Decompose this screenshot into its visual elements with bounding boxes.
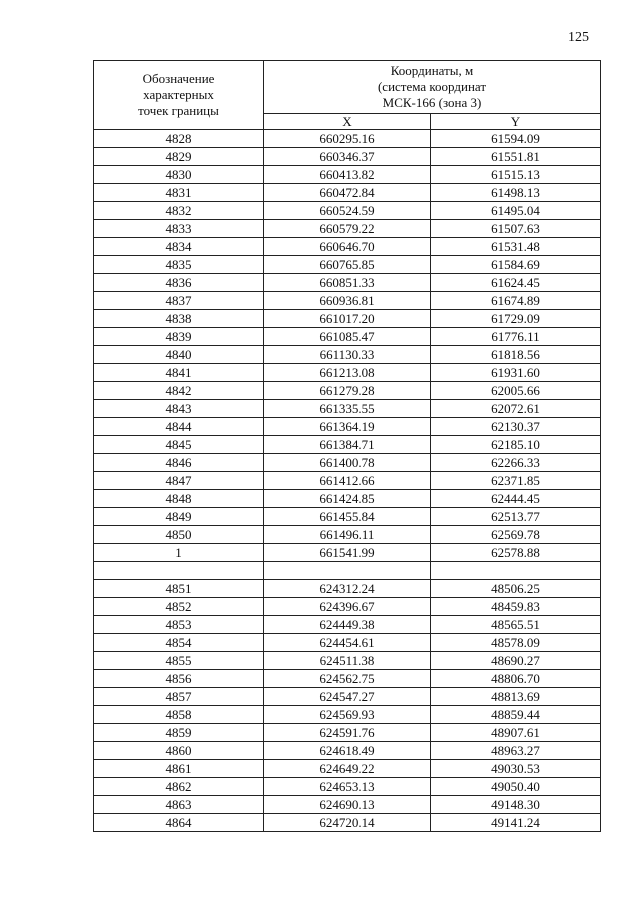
y-coordinate-cell: 62266.33 (431, 454, 601, 472)
header-coords-line: Координаты, м (390, 63, 474, 78)
table-row (94, 184, 601, 202)
y-coordinate-cell: 62005.66 (431, 382, 601, 400)
point-id-cell: 4829 (94, 148, 264, 166)
x-coordinate-cell: 624547.27 (264, 688, 431, 706)
point-id-cell: 1 (94, 544, 264, 562)
table-row (94, 328, 601, 346)
y-coordinate-cell: 62072.61 (431, 400, 601, 418)
x-coordinate-cell: 624562.75 (264, 670, 431, 688)
y-coordinate-cell: 49148.30 (431, 796, 601, 814)
x-coordinate-cell: 661279.28 (264, 382, 431, 400)
table-row (94, 220, 601, 238)
table-row (94, 814, 601, 832)
x-coordinate-cell: 661213.08 (264, 364, 431, 382)
point-id-cell (94, 562, 264, 580)
y-coordinate-cell: 62371.85 (431, 472, 601, 490)
point-id-cell: 4841 (94, 364, 264, 382)
table-row (94, 382, 601, 400)
point-id-cell: 4838 (94, 310, 264, 328)
x-coordinate-cell: 660295.16 (264, 130, 431, 148)
x-coordinate-cell: 660936.81 (264, 292, 431, 310)
point-id-cell: 4833 (94, 220, 264, 238)
point-id-cell: 4840 (94, 346, 264, 364)
table-row (94, 130, 601, 148)
y-coordinate-cell: 49141.24 (431, 814, 601, 832)
point-id-cell: 4860 (94, 742, 264, 760)
y-coordinate-cell: 62513.77 (431, 508, 601, 526)
table-row (94, 490, 601, 508)
point-id-cell: 4855 (94, 652, 264, 670)
x-coordinate-cell: 661455.84 (264, 508, 431, 526)
y-coordinate-cell (431, 562, 601, 580)
page-number: 125 (568, 30, 589, 45)
point-id-cell: 4830 (94, 166, 264, 184)
x-coordinate-cell: 661364.19 (264, 418, 431, 436)
table-row (94, 454, 601, 472)
y-coordinate-cell: 61776.11 (431, 328, 601, 346)
x-coordinate-cell: 624396.67 (264, 598, 431, 616)
y-coordinate-cell: 48565.51 (431, 616, 601, 634)
x-coordinate-cell: 624649.22 (264, 760, 431, 778)
point-id-cell: 4834 (94, 238, 264, 256)
point-id-cell: 4836 (94, 274, 264, 292)
table-row (94, 778, 601, 796)
point-id-cell: 4832 (94, 202, 264, 220)
y-coordinate-cell: 62578.88 (431, 544, 601, 562)
header-coordinates (264, 61, 601, 114)
x-coordinate-cell: 624690.13 (264, 796, 431, 814)
y-coordinate-cell: 61515.13 (431, 166, 601, 184)
header-name-line: Обозначение (142, 71, 215, 86)
point-id-cell: 4852 (94, 598, 264, 616)
x-coordinate-cell: 661412.66 (264, 472, 431, 490)
point-id-cell: 4846 (94, 454, 264, 472)
y-coordinate-cell: 61495.04 (431, 202, 601, 220)
x-coordinate-cell: 660765.85 (264, 256, 431, 274)
table-row (94, 706, 601, 724)
point-id-cell: 4862 (94, 778, 264, 796)
header-axis-y: Y (431, 114, 601, 130)
table-row (94, 436, 601, 454)
y-coordinate-cell: 48859.44 (431, 706, 601, 724)
header-name-line: точек границы (138, 103, 219, 118)
x-coordinate-cell: 661384.71 (264, 436, 431, 454)
y-coordinate-cell: 48506.25 (431, 580, 601, 598)
x-coordinate-cell: 624511.38 (264, 652, 431, 670)
point-id-cell: 4863 (94, 796, 264, 814)
x-coordinate-cell: 661335.55 (264, 400, 431, 418)
x-coordinate-cell: 624312.24 (264, 580, 431, 598)
table-row (94, 472, 601, 490)
x-coordinate-cell: 624591.76 (264, 724, 431, 742)
y-coordinate-cell: 48963.27 (431, 742, 601, 760)
y-coordinate-cell: 61594.09 (431, 130, 601, 148)
point-id-cell: 4856 (94, 670, 264, 688)
y-coordinate-cell: 61584.69 (431, 256, 601, 274)
coordinates-table (93, 60, 601, 832)
table-row (94, 508, 601, 526)
point-id-cell: 4835 (94, 256, 264, 274)
x-coordinate-cell: 661496.11 (264, 526, 431, 544)
table-row (94, 418, 601, 436)
table-row (94, 796, 601, 814)
x-coordinate-cell: 661424.85 (264, 490, 431, 508)
table-row (94, 256, 601, 274)
point-id-cell: 4844 (94, 418, 264, 436)
x-coordinate-cell: 661130.33 (264, 346, 431, 364)
point-id-cell: 4859 (94, 724, 264, 742)
y-coordinate-cell: 61674.89 (431, 292, 601, 310)
y-coordinate-cell: 48806.70 (431, 670, 601, 688)
x-coordinate-cell: 660472.84 (264, 184, 431, 202)
header-coords-line: МСК-166 (зона 3) (382, 95, 482, 110)
y-coordinate-cell: 61624.45 (431, 274, 601, 292)
table-row (94, 562, 601, 580)
table-row (94, 652, 601, 670)
header-name-line: характерных (143, 87, 214, 102)
table-row (94, 202, 601, 220)
y-coordinate-cell: 48578.09 (431, 634, 601, 652)
table-row (94, 544, 601, 562)
table-row (94, 634, 601, 652)
table-row (94, 616, 601, 634)
point-id-cell: 4831 (94, 184, 264, 202)
point-id-cell: 4853 (94, 616, 264, 634)
y-coordinate-cell: 61818.56 (431, 346, 601, 364)
x-coordinate-cell (264, 562, 431, 580)
table-row (94, 346, 601, 364)
table-row (94, 238, 601, 256)
table-row (94, 742, 601, 760)
y-coordinate-cell: 49030.53 (431, 760, 601, 778)
header-axis-x: X (264, 114, 431, 130)
table-row (94, 364, 601, 382)
point-id-cell: 4858 (94, 706, 264, 724)
y-coordinate-cell: 61498.13 (431, 184, 601, 202)
x-coordinate-cell: 624454.61 (264, 634, 431, 652)
x-coordinate-cell: 660346.37 (264, 148, 431, 166)
point-id-cell: 4839 (94, 328, 264, 346)
table-row (94, 148, 601, 166)
point-id-cell: 4845 (94, 436, 264, 454)
table-row (94, 724, 601, 742)
table-row (94, 598, 601, 616)
point-id-cell: 4857 (94, 688, 264, 706)
point-id-cell: 4843 (94, 400, 264, 418)
x-coordinate-cell: 661400.78 (264, 454, 431, 472)
y-coordinate-cell: 62444.45 (431, 490, 601, 508)
y-coordinate-cell: 61531.48 (431, 238, 601, 256)
table-row (94, 760, 601, 778)
table-row (94, 580, 601, 598)
point-id-cell: 4848 (94, 490, 264, 508)
y-coordinate-cell: 62185.10 (431, 436, 601, 454)
y-coordinate-cell: 48813.69 (431, 688, 601, 706)
x-coordinate-cell: 661541.99 (264, 544, 431, 562)
x-coordinate-cell: 624618.49 (264, 742, 431, 760)
table-row (94, 400, 601, 418)
table-row (94, 274, 601, 292)
x-coordinate-cell: 661017.20 (264, 310, 431, 328)
y-coordinate-cell: 61507.63 (431, 220, 601, 238)
y-coordinate-cell: 48690.27 (431, 652, 601, 670)
y-coordinate-cell: 61931.60 (431, 364, 601, 382)
y-coordinate-cell: 61551.81 (431, 148, 601, 166)
point-id-cell: 4854 (94, 634, 264, 652)
x-coordinate-cell: 660851.33 (264, 274, 431, 292)
y-coordinate-cell: 61729.09 (431, 310, 601, 328)
x-coordinate-cell: 660646.70 (264, 238, 431, 256)
point-id-cell: 4849 (94, 508, 264, 526)
x-coordinate-cell: 624569.93 (264, 706, 431, 724)
point-id-cell: 4851 (94, 580, 264, 598)
point-id-cell: 4837 (94, 292, 264, 310)
point-id-cell: 4842 (94, 382, 264, 400)
table-row (94, 688, 601, 706)
point-id-cell: 4850 (94, 526, 264, 544)
x-coordinate-cell: 660524.59 (264, 202, 431, 220)
point-id-cell: 4828 (94, 130, 264, 148)
header-coords-line: (система координат (377, 79, 487, 94)
table-row (94, 670, 601, 688)
x-coordinate-cell: 660413.82 (264, 166, 431, 184)
point-id-cell: 4847 (94, 472, 264, 490)
y-coordinate-cell: 49050.40 (431, 778, 601, 796)
table-row (94, 526, 601, 544)
x-coordinate-cell: 624449.38 (264, 616, 431, 634)
y-coordinate-cell: 48459.83 (431, 598, 601, 616)
table-row (94, 310, 601, 328)
point-id-cell: 4861 (94, 760, 264, 778)
x-coordinate-cell: 661085.47 (264, 328, 431, 346)
table-row (94, 292, 601, 310)
y-coordinate-cell: 62569.78 (431, 526, 601, 544)
x-coordinate-cell: 660579.22 (264, 220, 431, 238)
header-point-designation (94, 61, 264, 130)
point-id-cell: 4864 (94, 814, 264, 832)
y-coordinate-cell: 48907.61 (431, 724, 601, 742)
x-coordinate-cell: 624653.13 (264, 778, 431, 796)
table-row (94, 166, 601, 184)
x-coordinate-cell: 624720.14 (264, 814, 431, 832)
y-coordinate-cell: 62130.37 (431, 418, 601, 436)
